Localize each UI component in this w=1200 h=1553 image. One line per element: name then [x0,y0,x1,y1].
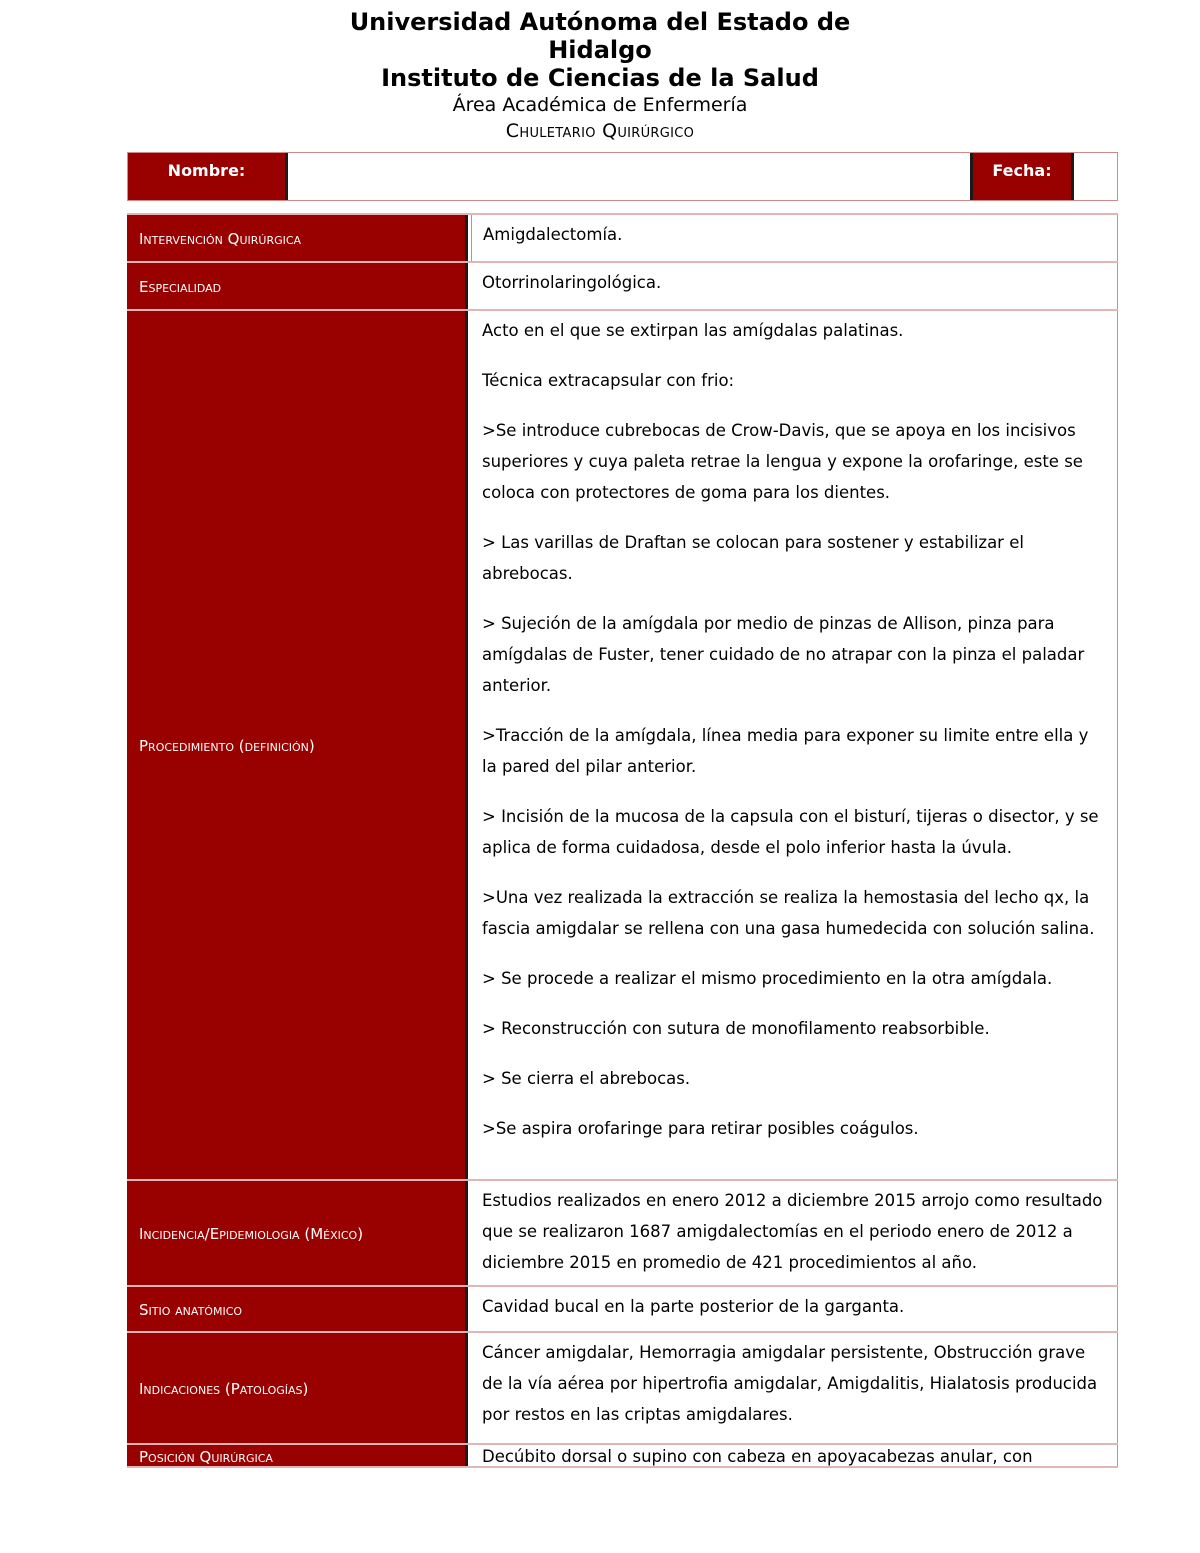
name-date-table [127,152,1118,201]
nombre-field[interactable] [288,153,973,200]
procedimiento-paragraph: Técnica extracapsular con frio: [482,371,735,390]
procedimiento-paragraph: >Se introduce cubrebocas de Crow-Davis, que se apoya en los incisivos superiores y cuya paleta retrae la lengua y expone la orofaringe, este se coloca con protectores de goma para los dientes. [482,421,1083,502]
label-posicion: Posición Quirúrgica [127,1445,468,1468]
sitio-text: Cavidad bucal en la parte posterior de la garganta. [482,1297,905,1316]
table-bottom-border [127,1466,1118,1468]
value-incidencia [471,1181,1118,1287]
university-name-line1: Universidad Autónoma del Estado de [349,8,851,36]
label-especialidad: Especialidad [127,263,468,311]
value-posicion [471,1445,1118,1468]
academic-area: Área Académica de Enfermería [452,94,748,116]
document-header [0,8,1200,144]
label-procedimiento: Procedimiento (definición) [127,311,468,1181]
row-procedimiento [127,309,1118,1181]
fecha-label: Fecha: [973,153,1074,200]
university-name-line2: Hidalgo [548,36,652,64]
row-sitio [127,1285,1118,1333]
value-procedimiento [471,311,1118,1181]
posicion-text: Decúbito dorsal o supino con cabeza en apoyacabezas anular, con [482,1447,1033,1466]
fecha-field[interactable] [1074,153,1117,200]
value-indicaciones [471,1333,1118,1445]
value-intervencion [471,215,1118,263]
row-posicion [127,1443,1118,1468]
procedimiento-paragraph: > Se cierra el abrebocas. [482,1069,691,1088]
procedimiento-paragraph: > Las varillas de Draftan se colocan para sostener y estabilizar el abrebocas. [482,533,1024,583]
nombre-label: Nombre: [128,153,288,200]
procedimiento-paragraph: > Incisión de la mucosa de la capsula con el bisturí, tijeras o disector, y se aplica de forma cuidadosa, desde el polo inferior hasta la úvula. [482,807,1099,857]
label-incidencia: Incidencia/Epidemiologia (México) [127,1181,468,1287]
procedimiento-paragraph: > Se procede a realizar el mismo procedimiento en la otra amígdala. [482,969,1053,988]
row-indicaciones [127,1331,1118,1445]
procedimiento-paragraph: >Una vez realizada la extracción se realiza la hemostasia del lecho qx, la fascia amigdalar se rellena con una gasa humedecida con solución salina. [482,888,1095,938]
row-especialidad [127,261,1118,311]
procedimiento-paragraph: >Se aspira orofaringe para retirar posibles coágulos. [482,1119,919,1138]
procedimiento-paragraph: Acto en el que se extirpan las amígdalas palatinas. [482,321,904,340]
indicaciones-text: Cáncer amigdalar, Hemorragia amigdalar persistente, Obstrucción grave de la vía aérea por hipertrofia amigdalar, Amigdalitis, Hialatosis producida por restos en las criptas amigdalares. [482,1343,1098,1424]
institute-name: Instituto de Ciencias de la Salud [381,64,819,92]
value-especialidad [471,263,1118,311]
especialidad-text: Otorrinolaringológica. [482,273,662,292]
value-sitio [471,1287,1118,1333]
document-title: Chuletario Quirúrgico [505,120,695,142]
row-incidencia [127,1179,1118,1287]
label-sitio: Sitio anatómico [127,1287,468,1333]
label-indicaciones: Indicaciones (Patologías) [127,1333,468,1445]
intervencion-text: Amigdalectomía. [483,225,623,244]
procedimiento-paragraph: > Reconstrucción con sutura de monofilamento reabsorbible. [482,1019,990,1038]
procedimiento-paragraph: > Sujeción de la amígdala por medio de pinzas de Allison, pinza para amígdalas de Fuster, tener cuidado de no atrapar con la pinza el paladar anterior. [482,614,1085,695]
row-intervencion [127,213,1118,263]
label-intervencion: Intervención Quirúrgica [127,215,468,263]
procedimiento-paragraph: >Tracción de la amígdala, línea media para exponer su limite entre ella y la pared del pilar anterior. [482,726,1089,776]
incidencia-text: Estudios realizados en enero 2012 a diciembre 2015 arrojo como resultado que se realizaron 1687 amigdalectomías en el periodo enero de 2012 a diciembre 2015 en promedio de 421 procedimientos al año. [482,1191,1103,1272]
